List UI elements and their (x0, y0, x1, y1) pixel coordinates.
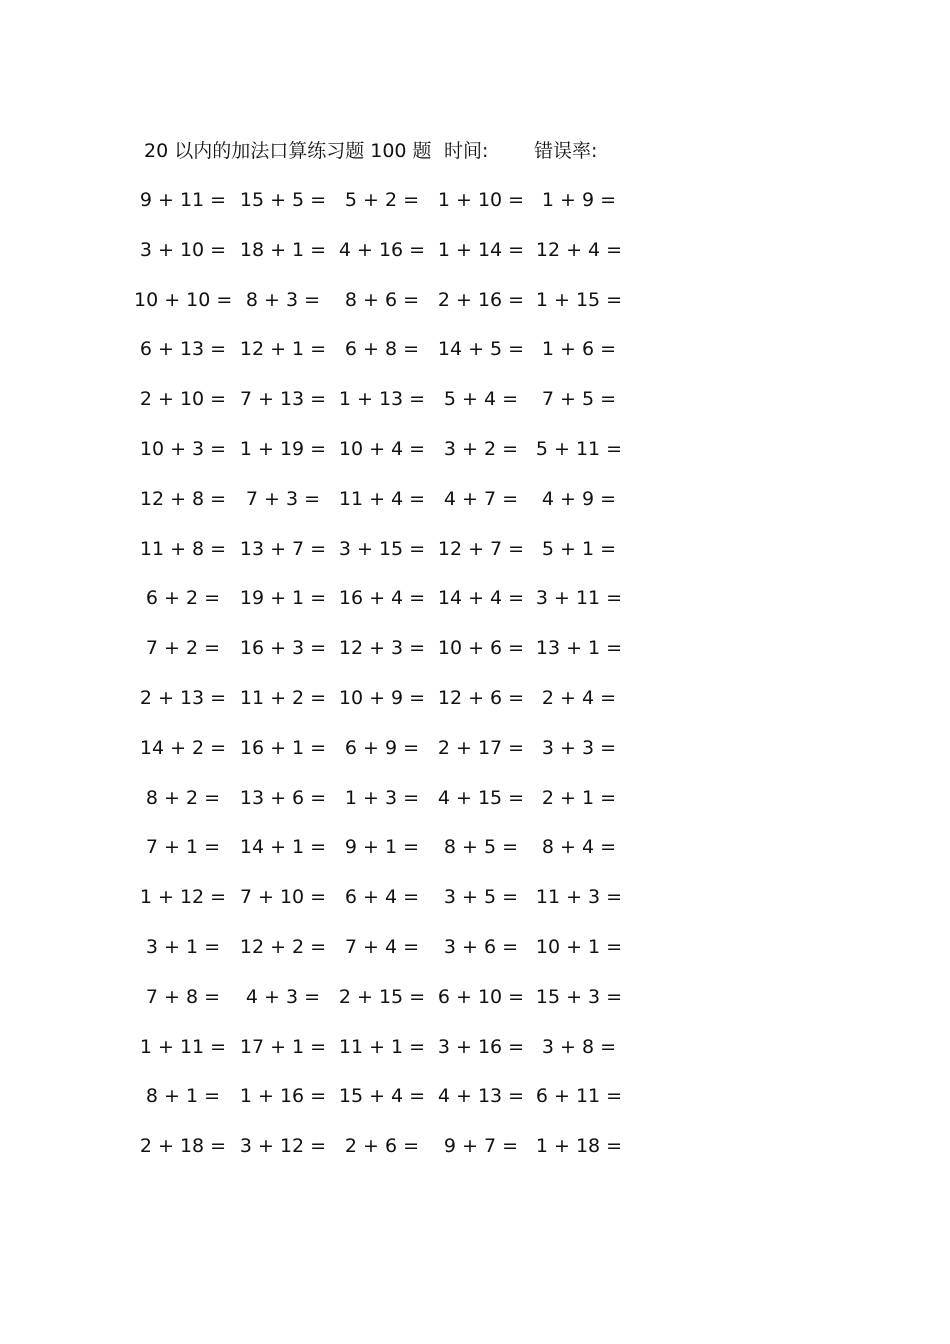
problem-item: 6 + 13 = (139, 338, 227, 361)
problem-item: 3 + 16 = (437, 1035, 525, 1058)
problem-item: 16 + 1 = (239, 736, 327, 759)
problem-item: 1 + 11 = (139, 1035, 227, 1058)
problem-item: 2 + 10 = (139, 388, 227, 411)
problem-item: 12 + 1 = (239, 338, 327, 361)
problem-item: 15 + 3 = (535, 985, 623, 1008)
problem-item: 5 + 1 = (541, 537, 617, 560)
problem-item: 1 + 18 = (535, 1135, 623, 1158)
problem-item: 6 + 8 = (344, 338, 420, 361)
problem-row (139, 1032, 634, 1082)
problem-item: 7 + 13 = (239, 388, 327, 411)
problem-row (139, 334, 634, 384)
problem-row (139, 235, 634, 285)
problem-item: 3 + 11 = (535, 587, 623, 610)
problem-item: 7 + 4 = (344, 935, 420, 958)
problem-row (144, 1081, 634, 1131)
problem-item: 14 + 4 = (437, 587, 525, 610)
problem-item: 3 + 2 = (443, 437, 519, 460)
problem-item: 10 + 1 = (535, 935, 623, 958)
problem-item: 5 + 11 = (535, 437, 623, 460)
problem-item: 8 + 5 = (443, 836, 519, 859)
problem-item: 13 + 7 = (239, 537, 327, 560)
problem-row (139, 882, 634, 932)
problem-item: 6 + 10 = (437, 985, 525, 1008)
problem-item: 12 + 8 = (139, 487, 227, 510)
problem-item: 2 + 18 = (139, 1135, 227, 1158)
problem-item: 8 + 6 = (344, 288, 420, 311)
problem-row (139, 484, 634, 534)
problem-item: 15 + 5 = (239, 189, 327, 211)
problem-item: 1 + 12 = (139, 886, 227, 909)
problem-item: 16 + 4 = (338, 587, 426, 610)
problem-item: 4 + 15 = (437, 786, 525, 809)
problem-item: 8 + 4 = (541, 836, 617, 859)
problem-item: 8 + 3 = (245, 288, 321, 311)
problem-item: 10 + 10 = (134, 288, 233, 311)
problem-item: 17 + 1 = (239, 1035, 327, 1058)
problem-row (144, 783, 634, 833)
problem-item: 18 + 1 = (239, 238, 327, 261)
problem-item: 7 + 3 = (245, 487, 321, 510)
problem-item: 9 + 11 = (139, 189, 227, 211)
problem-item: 1 + 16 = (239, 1085, 327, 1108)
problem-row (139, 185, 634, 235)
problem-item: 5 + 2 = (344, 189, 420, 211)
problem-item: 7 + 5 = (541, 388, 617, 411)
problem-item: 1 + 15 = (535, 288, 623, 311)
problem-item: 11 + 8 = (139, 537, 227, 560)
problem-item: 9 + 1 = (344, 836, 420, 859)
problem-item: 13 + 1 = (535, 637, 623, 660)
problem-item: 10 + 4 = (338, 437, 426, 460)
problem-item: 6 + 9 = (344, 736, 420, 759)
problem-item: 2 + 15 = (338, 985, 426, 1008)
problem-row (139, 534, 634, 584)
problem-item: 10 + 9 = (338, 686, 426, 709)
time-label: 时间: (444, 140, 489, 162)
problem-item: 11 + 3 = (535, 886, 623, 909)
problem-grid (134, 185, 634, 1181)
problem-item: 1 + 19 = (239, 437, 327, 460)
problem-item: 3 + 5 = (443, 886, 519, 909)
problem-item: 7 + 8 = (145, 985, 221, 1008)
problem-item: 6 + 11 = (535, 1085, 623, 1108)
problem-row (144, 832, 634, 882)
problem-item: 14 + 1 = (239, 836, 327, 859)
problem-item: 1 + 14 = (437, 238, 525, 261)
problem-item: 2 + 6 = (344, 1135, 420, 1158)
problem-item: 1 + 10 = (437, 189, 525, 211)
problem-item: 3 + 8 = (541, 1035, 617, 1058)
error-rate-label: 错误率: (534, 140, 598, 162)
problem-row (134, 285, 634, 335)
problem-item: 1 + 13 = (338, 388, 426, 411)
problem-item: 3 + 6 = (443, 935, 519, 958)
problem-item: 4 + 3 = (245, 985, 321, 1008)
problem-row (144, 633, 634, 683)
problem-row (139, 434, 634, 484)
problem-item: 4 + 16 = (338, 238, 426, 261)
problem-item: 4 + 7 = (443, 487, 519, 510)
problem-row (139, 733, 634, 783)
problem-item: 3 + 15 = (338, 537, 426, 560)
problem-item: 7 + 10 = (239, 886, 327, 909)
problem-item: 2 + 13 = (139, 686, 227, 709)
problem-row (144, 583, 634, 633)
problem-row (139, 384, 634, 434)
problem-row (139, 1131, 634, 1181)
problem-item: 12 + 3 = (338, 637, 426, 660)
problem-item: 19 + 1 = (239, 587, 327, 610)
problem-item: 16 + 3 = (239, 637, 327, 660)
problem-item: 11 + 2 = (239, 686, 327, 709)
worksheet-header (144, 136, 598, 166)
problem-item: 3 + 1 = (145, 935, 221, 958)
problem-item: 4 + 9 = (541, 487, 617, 510)
problem-item: 4 + 13 = (437, 1085, 525, 1108)
problem-item: 14 + 2 = (139, 736, 227, 759)
problem-item: 3 + 3 = (541, 736, 617, 759)
problem-item: 6 + 2 = (145, 587, 221, 610)
problem-item: 3 + 12 = (239, 1135, 327, 1158)
problem-item: 7 + 1 = (145, 836, 221, 859)
problem-item: 11 + 1 = (338, 1035, 426, 1058)
problem-item: 8 + 1 = (145, 1085, 221, 1108)
problem-item: 1 + 3 = (344, 786, 420, 809)
problem-item: 7 + 2 = (145, 637, 221, 660)
problem-item: 13 + 6 = (239, 786, 327, 809)
problem-row (144, 982, 634, 1032)
problem-item: 9 + 7 = (443, 1135, 519, 1158)
problem-item: 2 + 16 = (437, 288, 525, 311)
problem-item: 2 + 17 = (437, 736, 525, 759)
problem-item: 6 + 4 = (344, 886, 420, 909)
problem-row (139, 683, 634, 733)
problem-item: 5 + 4 = (443, 388, 519, 411)
worksheet-title: 20 以内的加法口算练习题 100 题 (144, 140, 432, 162)
problem-item: 3 + 10 = (139, 238, 227, 261)
problem-item: 8 + 2 = (145, 786, 221, 809)
problem-item: 2 + 1 = (541, 786, 617, 809)
problem-row (144, 932, 634, 982)
problem-item: 1 + 6 = (541, 338, 617, 361)
problem-item: 12 + 4 = (535, 238, 623, 261)
problem-item: 10 + 3 = (139, 437, 227, 460)
problem-item: 12 + 7 = (437, 537, 525, 560)
problem-item: 2 + 4 = (541, 686, 617, 709)
problem-item: 1 + 9 = (541, 189, 617, 211)
problem-item: 12 + 2 = (239, 935, 327, 958)
problem-item: 12 + 6 = (437, 686, 525, 709)
problem-item: 15 + 4 = (338, 1085, 426, 1108)
problem-item: 14 + 5 = (437, 338, 525, 361)
problem-item: 11 + 4 = (338, 487, 426, 510)
problem-item: 10 + 6 = (437, 637, 525, 660)
